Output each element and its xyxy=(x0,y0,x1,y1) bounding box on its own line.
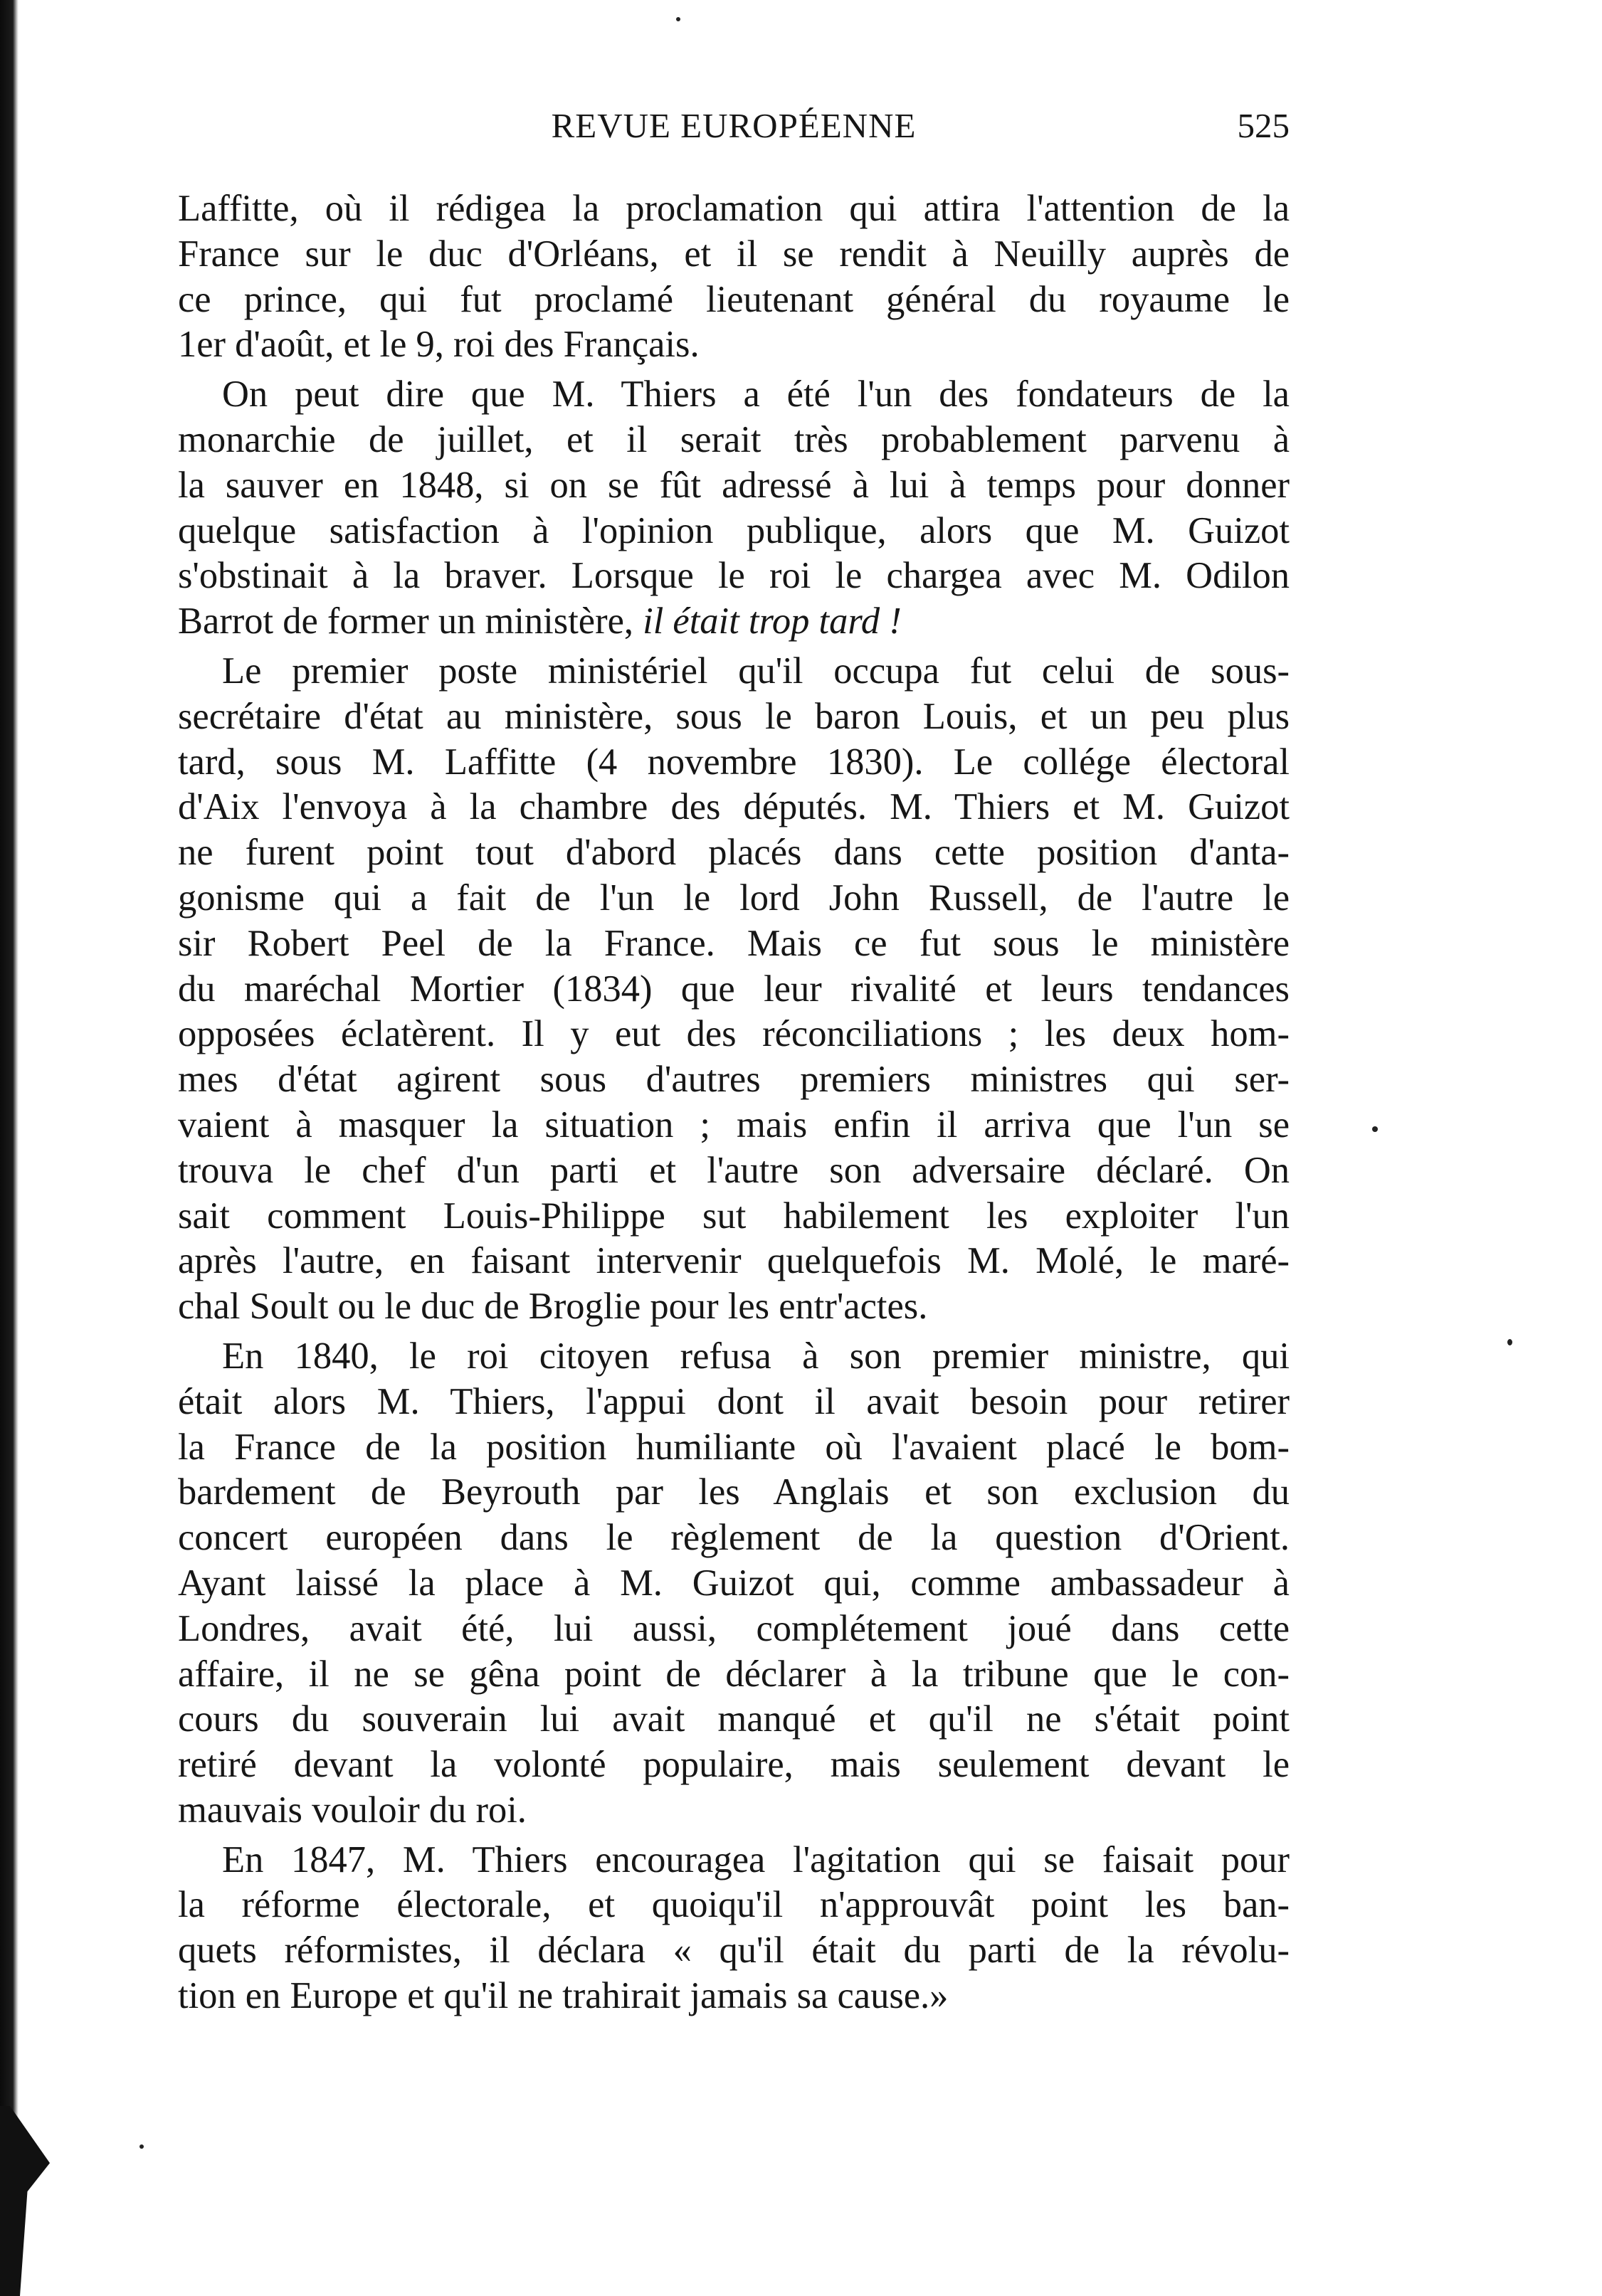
text-line: Laffitte, où il rédigea la proclamation qui attira l'attention de la xyxy=(178,188,1290,229)
text-line: mes d'état agirent sous d'autres premiers ministres qui ser- xyxy=(178,1059,1290,1101)
text-line: quets réformistes, il déclara « qu'il était du parti de la révolu- xyxy=(178,1930,1290,1972)
text-line: Ayant laissé la place à M. Guizot qui, comme ambassadeur à xyxy=(178,1562,1290,1604)
text-line: sait comment Louis-Philippe sut habilement les exploiter l'un xyxy=(178,1195,1290,1237)
italic-phrase: il était trop tard ! xyxy=(643,601,902,642)
text-line: concert européen dans le règlement de la question d'Orient. xyxy=(178,1517,1290,1559)
text-line: On peut dire que M. Thiers a été l'un des fondateurs de la xyxy=(222,374,1290,416)
text-line: ne furent point tout d'abord placés dans cette position d'anta- xyxy=(178,832,1290,874)
text-line: vaient à masquer la situation ; mais enfin il arriva que l'un se xyxy=(178,1104,1290,1146)
paragraph xyxy=(178,649,1290,1330)
scan-speck xyxy=(1507,1339,1512,1345)
text-line: Le premier poste ministériel qu'il occupa fut celui de sous- xyxy=(222,650,1290,692)
text-line: France sur le duc d'Orléans, et il se rendit à Neuilly auprès de xyxy=(178,233,1290,275)
scan-speck xyxy=(676,17,680,21)
text-line: trouva le chef d'un parti et l'autre son adversaire déclaré. On xyxy=(178,1149,1290,1191)
text-line: la France de la position humiliante où l'avaient placé le bom- xyxy=(178,1426,1290,1468)
text-line: affaire, il ne se gêna point de déclarer à la tribune que le con- xyxy=(178,1653,1290,1695)
text-span: Barrot de former un ministère, xyxy=(178,601,643,642)
paragraph xyxy=(178,1334,1290,1834)
text-line: bardement de Beyrouth par les Anglais et son exclusion du xyxy=(178,1471,1290,1513)
text-line: En 1840, le roi citoyen refusa à son premier ministre, qui xyxy=(222,1335,1290,1377)
binding-notch xyxy=(0,2106,50,2296)
text-line: chal Soult ou le duc de Broglie pour les entr'actes. xyxy=(178,1286,928,1328)
text-line: tion en Europe et qu'il ne trahirait jamais sa cause.» xyxy=(178,1975,949,2017)
paragraph xyxy=(178,1838,1290,2019)
scan-speck xyxy=(139,2144,144,2149)
text-line: mauvais vouloir du roi. xyxy=(178,1789,527,1831)
text-line: opposées éclatèrent. Il y eut des réconciliations ; les deux hom- xyxy=(178,1013,1290,1055)
scan-speck xyxy=(1372,1126,1378,1132)
text-line: gonisme qui a fait de l'un le lord John Russell, de l'autre le xyxy=(178,877,1290,919)
text-line: 1er d'août, et le 9, roi des Français. xyxy=(178,324,700,366)
text-line: la sauver en 1848, si on se fût adressé à lui à temps pour donner xyxy=(178,464,1290,506)
text-line: après l'autre, en faisant intervenir quelquefois M. Molé, le maré- xyxy=(178,1240,1290,1282)
running-title: REVUE EUROPÉENNE xyxy=(551,106,917,145)
text-line xyxy=(178,599,1290,645)
text-line: du maréchal Mortier (1834) que leur rivalité et leurs tendances xyxy=(178,968,1290,1010)
text-line: cours du souverain lui avait manqué et qu'il ne s'était point xyxy=(178,1698,1290,1740)
text-line: d'Aix l'envoya à la chambre des députés. M. Thiers et M. Guizot xyxy=(178,786,1290,828)
text-line: s'obstinait à la braver. Lorsque le roi le chargea avec M. Odilon xyxy=(178,555,1290,597)
text-line: monarchie de juillet, et il serait très probablement parvenu à xyxy=(178,418,1290,460)
text-line: En 1847, M. Thiers encouragea l'agitation qui se faisait pour xyxy=(222,1839,1290,1880)
paragraph xyxy=(178,372,1290,645)
text-line: Londres, avait été, lui aussi, complétement joué dans cette xyxy=(178,1607,1290,1649)
text-line: retiré devant la volonté populaire, mais seulement devant le xyxy=(178,1744,1290,1786)
text-line: quelque satisfaction à l'opinion publique, alors que M. Guizot xyxy=(178,509,1290,551)
page-header xyxy=(178,105,1290,151)
binding-shadow xyxy=(0,0,19,2296)
text-line: la réforme électorale, et quoiqu'il n'approuvât point les ban- xyxy=(178,1884,1290,1926)
text-line: ce prince, qui fut proclamé lieutenant général du royaume le xyxy=(178,278,1290,320)
text-line: secrétaire d'état au ministère, sous le baron Louis, et un peu plus xyxy=(178,695,1290,737)
text-line: était alors M. Thiers, l'appui dont il avait besoin pour retirer xyxy=(178,1380,1290,1422)
body-text xyxy=(178,186,1290,2019)
paragraph xyxy=(178,186,1290,368)
text-line: tard, sous M. Laffitte (4 novembre 1830). Le collége électoral xyxy=(178,741,1290,783)
text-line: sir Robert Peel de la France. Mais ce fut sous le ministère xyxy=(178,922,1290,964)
page-number: 525 xyxy=(1237,106,1290,145)
